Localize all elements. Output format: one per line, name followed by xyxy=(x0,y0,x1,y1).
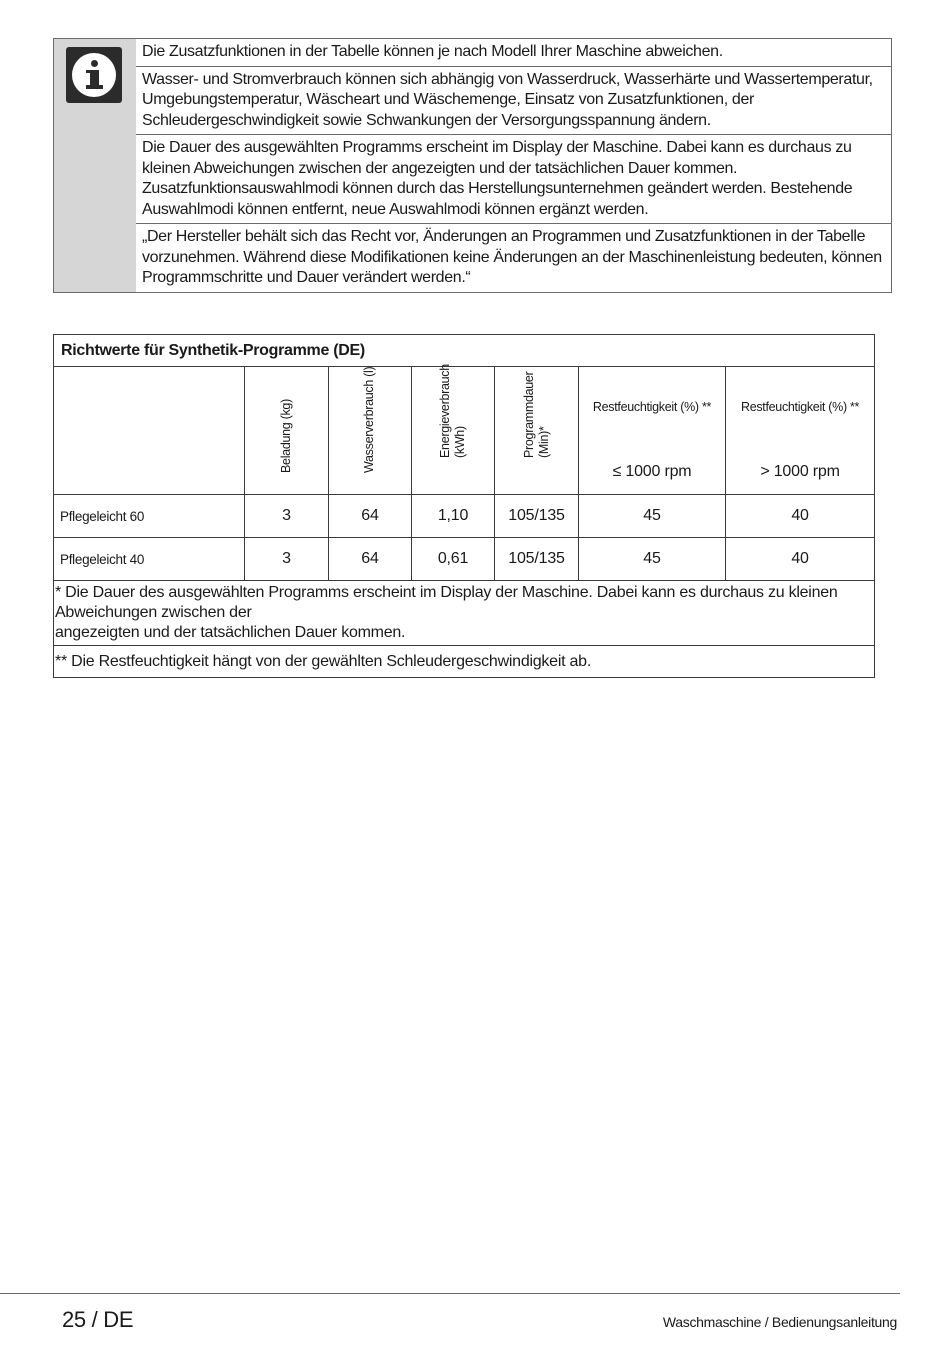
page-number: 25 / DE xyxy=(62,1307,134,1332)
info-icon-column xyxy=(54,39,136,292)
info-text-column xyxy=(136,39,891,292)
info-paragraph-3: Die Dauer des ausgewählten Programms erscheint im Display der Maschine. Dabei kann es durchaus zu kleinen Abweichungen zwischen der angezeigten und der tatsächlichen Dauer kommen. Zusatzfunktionsauswahlmodi können durch das Herstellungsunternehmen geändert werden. Bestehende Auswahlmodi können entfernt, neue Auswahlmodi können ergänzt werden. xyxy=(136,135,891,224)
duration-value: 105/135 xyxy=(495,538,579,581)
table-header-row xyxy=(54,367,875,495)
header-load-label: Beladung (kg) xyxy=(278,399,293,473)
header-residual-low-rpm: ≤ 1000 rpm xyxy=(612,463,692,480)
info-box xyxy=(53,38,892,293)
footer-divider xyxy=(0,1293,900,1294)
residual-high-value: 40 xyxy=(726,538,875,581)
info-paragraph-2: Wasser- und Stromverbrauch können sich abhängig von Wasserdruck, Wasserhärte und Wassertemperatur, Umgebungstemperatur, Wäscheart und Wäschemenge, Einsatz von Zusatzfunktionen, der Schleudergeschwindigkeit sowie Schwankungen der Versorgungsspannung ändern. xyxy=(136,67,891,136)
info-icon xyxy=(66,47,122,103)
header-residual-moisture-low xyxy=(579,367,726,495)
residual-low-value: 45 xyxy=(579,495,726,538)
manual-title: Waschmaschine / Bedienungsanleitung xyxy=(662,1314,897,1330)
load-value: 3 xyxy=(245,538,329,581)
info-paragraph-1: Die Zusatzfunktionen in der Tabelle können je nach Modell Ihrer Maschine abweichen. xyxy=(136,39,891,67)
residual-high-value: 40 xyxy=(726,495,875,538)
table-title: Richtwerte für Synthetik-Programme (DE) xyxy=(54,335,875,367)
energy-value: 1,10 xyxy=(412,495,495,538)
table-row xyxy=(54,538,875,581)
header-empty xyxy=(54,367,245,495)
synthetics-values-table xyxy=(53,334,875,678)
header-duration xyxy=(495,367,579,495)
program-name: Pflegeleicht 40 xyxy=(54,538,245,581)
water-value: 64 xyxy=(329,495,412,538)
header-load xyxy=(245,367,329,495)
header-water xyxy=(329,367,412,495)
residual-low-value: 45 xyxy=(579,538,726,581)
header-duration-label: Programmdauer (Min)* xyxy=(521,371,551,458)
program-name: Pflegeleicht 60 xyxy=(54,495,245,538)
header-residual-high-label: Restfeuchtigkeit (%) ** xyxy=(740,400,860,414)
table-row xyxy=(54,495,875,538)
water-value: 64 xyxy=(329,538,412,581)
header-residual-moisture-high xyxy=(726,367,875,495)
header-residual-high-rpm: > 1000 rpm xyxy=(760,463,840,480)
footnote-duration: * Die Dauer des ausgewählten Programms erscheint im Display der Maschine. Dabei kann es durchaus zu kleinen Abweichungen zwischen der angezeigten und der tatsächlichen Dauer kommen. xyxy=(54,581,875,646)
header-water-label: Wasserverbrauch (l) xyxy=(362,366,376,473)
footnote-residual-moisture: ** Die Restfeuchtigkeit hängt von der gewählten Schleudergeschwindigkeit ab. xyxy=(54,646,875,678)
header-residual-low-label: Restfeuchtigkeit (%) ** xyxy=(592,400,712,414)
duration-value: 105/135 xyxy=(495,495,579,538)
energy-value: 0,61 xyxy=(412,538,495,581)
load-value: 3 xyxy=(245,495,329,538)
header-energy xyxy=(412,364,495,495)
info-paragraph-4: „Der Hersteller behält sich das Recht vor, Änderungen an Programmen und Zusatzfunktionen in der Tabelle vorzunehmen. Während diese Modifikationen keine Änderungen an der Maschinenleistung bedeuten, können Programmschritte und Dauer verändert werden.“ xyxy=(142,228,882,286)
header-energy-label: Energieverbrauch (kWh) xyxy=(438,364,467,458)
